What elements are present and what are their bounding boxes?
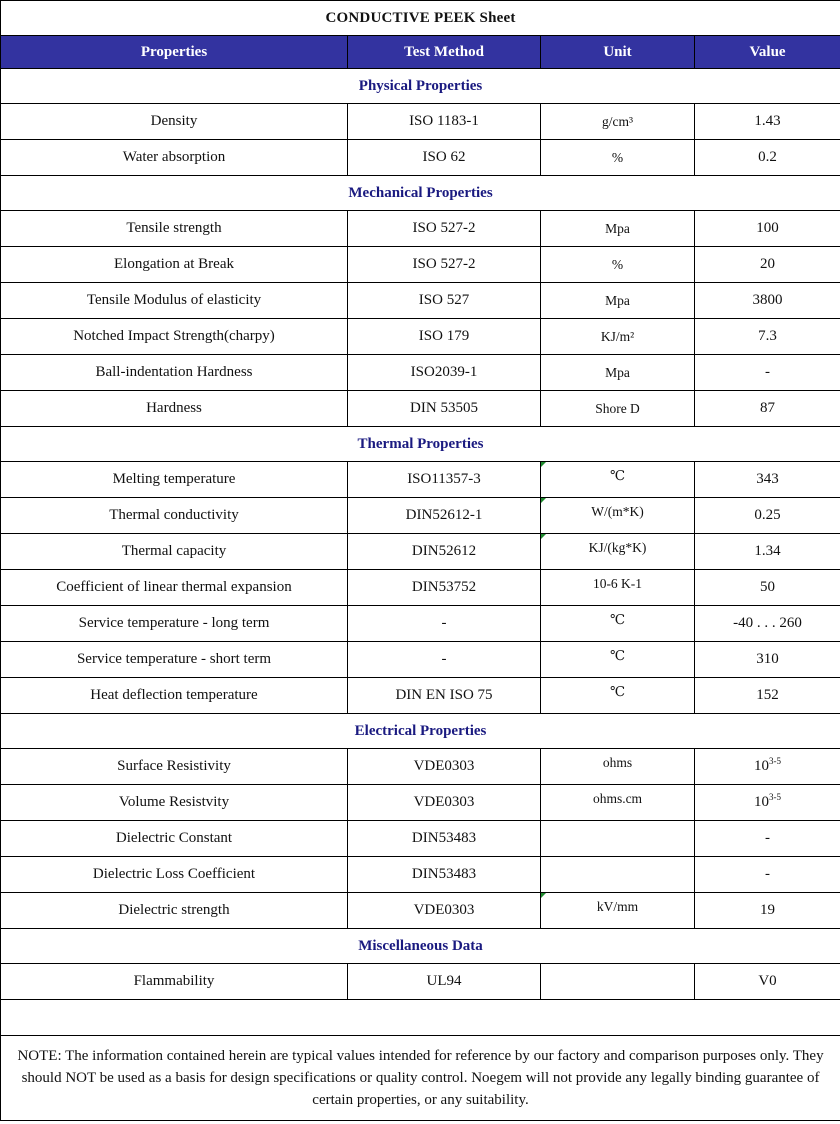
test-method-cell: - [348, 606, 541, 642]
unit-text: ohms [602, 754, 633, 770]
property-name-cell: Service temperature - long term [1, 606, 348, 642]
test-method-cell: VDE0303 [348, 893, 541, 929]
unit-cell [541, 678, 695, 714]
value-cell: 1.34 [695, 534, 840, 570]
unit-cell [541, 211, 695, 247]
unit-cell [541, 355, 695, 391]
test-method-cell: ISO 527-2 [348, 247, 541, 283]
unit-text: KJ/m² [600, 328, 635, 344]
unit-cell [541, 893, 695, 929]
property-name-cell: Hardness [1, 391, 348, 427]
section-title: Physical Properties [1, 69, 840, 104]
test-method-cell: ISO 527 [348, 283, 541, 319]
header-value: Value [695, 36, 840, 69]
table-row [1, 821, 840, 857]
property-name-cell: Tensile Modulus of elasticity [1, 283, 348, 319]
cell-comment-marker [541, 462, 546, 467]
section-row [1, 69, 840, 104]
section-row [1, 427, 840, 462]
unit-text: g/cm³ [601, 113, 634, 129]
unit-cell [541, 319, 695, 355]
table-row [1, 678, 840, 714]
blank-row [1, 1000, 840, 1036]
value-cell [695, 785, 840, 821]
value-cell: - [695, 821, 840, 857]
table-row [1, 570, 840, 606]
property-name-cell: Melting temperature [1, 462, 348, 498]
value-cell: 87 [695, 391, 840, 427]
test-method-cell: DIN53752 [348, 570, 541, 606]
property-name-cell: Dielectric Loss Coefficient [1, 857, 348, 893]
table-row [1, 391, 840, 427]
value-cell: 0.25 [695, 498, 840, 534]
table-row [1, 534, 840, 570]
table-row [1, 319, 840, 355]
test-method-cell: ISO11357-3 [348, 462, 541, 498]
value-cell: 20 [695, 247, 840, 283]
property-name-cell: Water absorption [1, 140, 348, 176]
value-cell: 3800 [695, 283, 840, 319]
value-exponent: 3-5 [769, 792, 782, 802]
property-name-cell: Heat deflection temperature [1, 678, 348, 714]
property-name-cell: Elongation at Break [1, 247, 348, 283]
table-row [1, 857, 840, 893]
value-cell: 310 [695, 642, 840, 678]
value-base: 10 [754, 794, 770, 810]
value-cell: 343 [695, 462, 840, 498]
unit-text: Mpa [605, 364, 630, 380]
value-cell: - [695, 857, 840, 893]
table-row [1, 247, 840, 283]
value-exponent: 3-5 [769, 756, 782, 766]
test-method-cell: DIN52612 [348, 534, 541, 570]
unit-text: ℃ [609, 647, 626, 663]
property-name-cell: Thermal capacity [1, 534, 348, 570]
blank-cell [1, 1000, 840, 1036]
unit-text: ohms.cm [592, 790, 643, 806]
property-name-cell: Coefficient of linear thermal expansion [1, 570, 348, 606]
table-row [1, 283, 840, 319]
section-title: Electrical Properties [1, 714, 840, 749]
unit-text: % [611, 256, 624, 272]
cell-comment-marker [541, 498, 546, 503]
header-unit: Unit [541, 36, 695, 69]
table-row [1, 104, 840, 140]
test-method-cell: VDE0303 [348, 785, 541, 821]
section-row [1, 929, 840, 964]
property-name-cell: Notched Impact Strength(charpy) [1, 319, 348, 355]
cell-comment-marker [541, 534, 546, 539]
value-cell: 50 [695, 570, 840, 606]
unit-cell [541, 749, 695, 785]
test-method-cell: VDE0303 [348, 749, 541, 785]
value-cell: 7.3 [695, 319, 840, 355]
sheet-title: CONDUCTIVE PEEK Sheet [1, 1, 840, 36]
unit-text: Mpa [605, 220, 630, 236]
section-title: Miscellaneous Data [1, 929, 840, 964]
value-cell: V0 [695, 964, 840, 1000]
table-row [1, 964, 840, 1000]
section-title: Mechanical Properties [1, 176, 840, 211]
test-method-cell: ISO 62 [348, 140, 541, 176]
property-name-cell: Surface Resistivity [1, 749, 348, 785]
table-row [1, 140, 840, 176]
value-cell: 152 [695, 678, 840, 714]
unit-text: ℃ [609, 683, 626, 699]
test-method-cell: DIN53483 [348, 857, 541, 893]
table-row [1, 642, 840, 678]
table-row [1, 498, 840, 534]
value-cell: 100 [695, 211, 840, 247]
test-method-cell: DIN52612-1 [348, 498, 541, 534]
unit-cell [541, 964, 695, 1000]
test-method-cell: UL94 [348, 964, 541, 1000]
unit-cell [541, 821, 695, 857]
unit-cell [541, 462, 695, 498]
header-properties: Properties [1, 36, 348, 69]
unit-text: kV/mm [596, 898, 639, 914]
section-row [1, 176, 840, 211]
table-row [1, 893, 840, 929]
unit-text: ℃ [609, 467, 626, 483]
value-base: 10 [754, 758, 770, 774]
section-row [1, 714, 840, 749]
unit-cell [541, 247, 695, 283]
title-row [1, 1, 840, 36]
table-row [1, 606, 840, 642]
property-name-cell: Ball-indentation Hardness [1, 355, 348, 391]
property-name-cell: Density [1, 104, 348, 140]
test-method-cell: DIN53483 [348, 821, 541, 857]
test-method-cell: DIN EN ISO 75 [348, 678, 541, 714]
header-test-method: Test Method [348, 36, 541, 69]
property-name-cell: Dielectric Constant [1, 821, 348, 857]
unit-cell [541, 642, 695, 678]
value-cell [695, 749, 840, 785]
property-name-cell: Tensile strength [1, 211, 348, 247]
test-method-cell: ISO2039-1 [348, 355, 541, 391]
table-row [1, 785, 840, 821]
property-name-cell: Flammability [1, 964, 348, 1000]
property-name-cell: Dielectric strength [1, 893, 348, 929]
test-method-cell: DIN 53505 [348, 391, 541, 427]
table-row [1, 211, 840, 247]
unit-cell [541, 498, 695, 534]
unit-cell [541, 857, 695, 893]
test-method-cell: - [348, 642, 541, 678]
unit-cell [541, 104, 695, 140]
test-method-cell: ISO 527-2 [348, 211, 541, 247]
unit-text: W/(m*K) [591, 503, 644, 519]
unit-cell [541, 570, 695, 606]
value-cell: 1.43 [695, 104, 840, 140]
unit-cell [541, 785, 695, 821]
unit-text: ℃ [609, 611, 626, 627]
note-row [1, 1036, 840, 1121]
unit-text: 10-6 K-1 [592, 575, 643, 591]
unit-cell [541, 140, 695, 176]
disclaimer-note: NOTE: The information contained herein are typical values intended for reference by our factory and comparison purposes only. They should NOT be used as a basis for design specifications or quality control. Noegem will not provide any legally binding guarantee of certain properties, or any suitability. [1, 1036, 840, 1121]
unit-cell [541, 606, 695, 642]
property-name-cell: Thermal conductivity [1, 498, 348, 534]
table-row [1, 355, 840, 391]
table-row [1, 462, 840, 498]
unit-cell [541, 391, 695, 427]
test-method-cell: ISO 1183-1 [348, 104, 541, 140]
value-cell: - [695, 355, 840, 391]
value-cell: -40 . . . 260 [695, 606, 840, 642]
header-row [1, 36, 840, 69]
section-title: Thermal Properties [1, 427, 840, 462]
cell-comment-marker [541, 893, 546, 898]
unit-text: Shore D [595, 400, 640, 416]
property-name-cell: Volume Resistvity [1, 785, 348, 821]
property-name-cell: Service temperature - short term [1, 642, 348, 678]
unit-text: KJ/(kg*K) [588, 539, 647, 555]
unit-cell [541, 283, 695, 319]
value-cell: 0.2 [695, 140, 840, 176]
value-cell: 19 [695, 893, 840, 929]
unit-text: Mpa [605, 292, 630, 308]
unit-cell [541, 534, 695, 570]
test-method-cell: ISO 179 [348, 319, 541, 355]
unit-text: % [611, 149, 624, 165]
table-row [1, 749, 840, 785]
